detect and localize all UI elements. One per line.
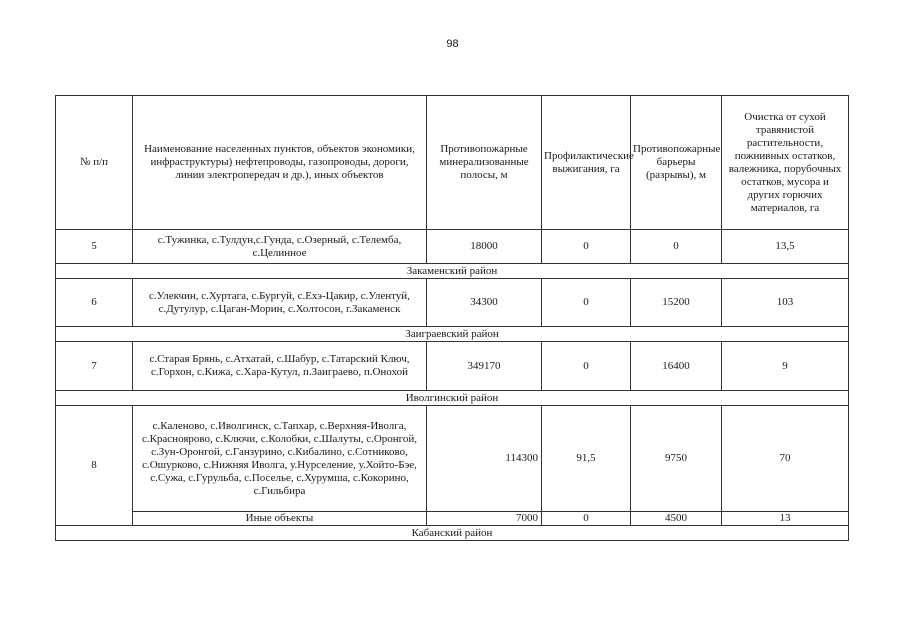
row-num: 6 (56, 279, 133, 327)
header-name: Наименование населенных пунктов, объектов экономики, инфраструктуры) нефтепроводы, газопроводы, дороги, линии электропередач и др.), иных объектов (133, 96, 427, 230)
district-name: Иволгинский район (56, 391, 849, 406)
row-strips: 34300 (427, 279, 542, 327)
page-number: 98 (446, 38, 459, 50)
table-row (56, 279, 849, 327)
table-row (56, 406, 849, 512)
district-name: Кабанский район (56, 526, 849, 541)
row-burns: 0 (542, 512, 631, 526)
row-cleaning: 103 (722, 279, 849, 327)
row-strips: 7000 (427, 512, 542, 526)
row-strips: 114300 (427, 406, 542, 512)
header-burns: Профилактические выжигания, га (542, 96, 631, 230)
table-header-row (56, 96, 849, 230)
table-row (56, 230, 849, 264)
district-row (56, 327, 849, 342)
row-cleaning: 13,5 (722, 230, 849, 264)
row-cleaning: 70 (722, 406, 849, 512)
district-row (56, 391, 849, 406)
row-strips: 18000 (427, 230, 542, 264)
row-barriers: 15200 (631, 279, 722, 327)
row-barriers: 0 (631, 230, 722, 264)
district-row (56, 526, 849, 541)
row-strips: 349170 (427, 342, 542, 391)
row-barriers: 16400 (631, 342, 722, 391)
district-row (56, 264, 849, 279)
row-num: 7 (56, 342, 133, 391)
row-cleaning: 9 (722, 342, 849, 391)
row-burns: 0 (542, 230, 631, 264)
row-burns: 0 (542, 342, 631, 391)
header-barriers: Противопожарные барьеры (разрывы), м (631, 96, 722, 230)
row-name: с.Тужинка, с.Тулдун,с.Гунда, с.Озерный, с.Телемба, с.Целинное (133, 230, 427, 264)
row-num: 8 (56, 406, 133, 526)
header-cleaning: Очистка от сухой травянистой растительности, пожнивных остатков, валежника, порубочных остатков, мусора и других горючих материалов, га (722, 96, 849, 230)
district-name: Закаменский район (56, 264, 849, 279)
row-barriers: 9750 (631, 406, 722, 512)
header-strips: Противопожарные минерализованные полосы, м (427, 96, 542, 230)
fire-prevention-table (55, 95, 849, 541)
district-name: Заиграевский район (56, 327, 849, 342)
table-row (56, 512, 849, 526)
row-burns: 0 (542, 279, 631, 327)
header-num: № п/п (56, 96, 133, 230)
row-num: 5 (56, 230, 133, 264)
row-name: с.Старая Брянь, с.Атхатай, с.Шабур, с.Татарский Ключ, с.Горхон, с.Кижа, с.Хара-Кутул, п.Заиграево, п.Онохой (133, 342, 427, 391)
row-name: Иные объекты (133, 512, 427, 526)
row-burns: 91,5 (542, 406, 631, 512)
row-barriers: 4500 (631, 512, 722, 526)
row-name: с.Улекчин, с.Хуртага, с.Бургуй, с.Ехэ-Цакир, с.Улентуй, с.Дутулур, с.Цаган-Морин, с.Холтосон, г.Закаменск (133, 279, 427, 327)
row-cleaning: 13 (722, 512, 849, 526)
row-name: с.Каленово, с.Иволгинск, с.Тапхар, с.Верхняя-Иволга, с.Красноярово, с.Ключи, с.Колобки, с.Шалуты, с.Оронгой, с.Зун-Оронгой, с.Ганзурино, с.Кибалино, с.Сотниково, с.Ошурково, с.Нижняя Иволга, у.Нурселение, у.Хойто-Бэе, с.Сужа, с.Гурульба, с.Поселье, с.Хурумша, с.Кокорино, с.Гильбира (133, 406, 427, 512)
table-row (56, 342, 849, 391)
